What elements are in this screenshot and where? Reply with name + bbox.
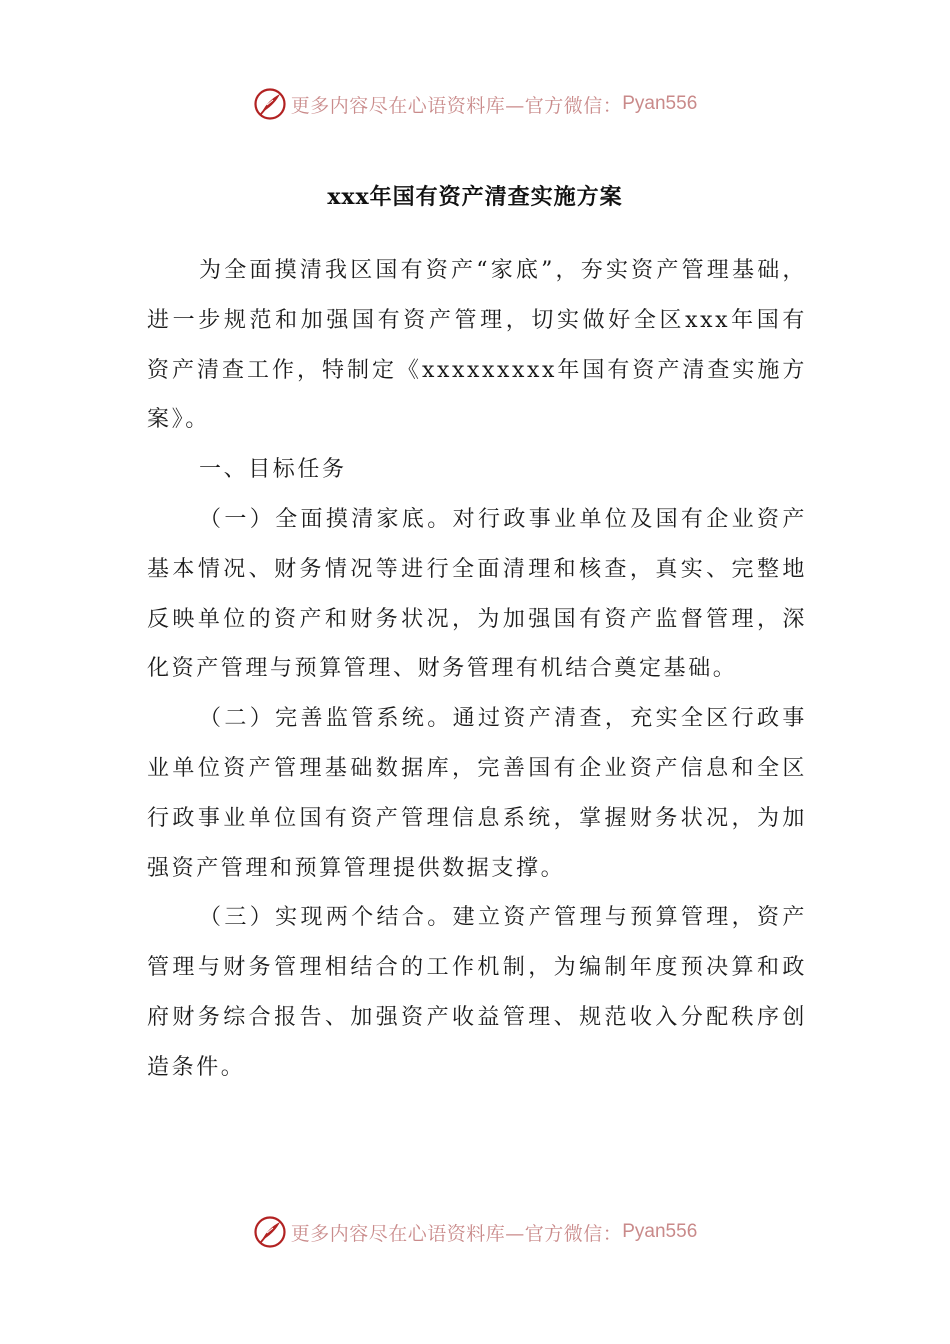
quill-pen-logo-icon xyxy=(253,1215,287,1249)
quill-pen-logo-icon xyxy=(253,87,287,121)
banner-text: 更多内容尽在心语资料库—官方微信： xyxy=(290,1222,623,1245)
intro-paragraph: 为全面摸清我区国有资产“家底”，夯实资产管理基础，进一步规范和加强国有资产管理，切实做好全区xxx年国有资产清查工作，特制定《xxxxxxxxx年国有资产清查实施方案》。 xyxy=(147,258,807,433)
goal-paragraph-3: （三）实现两个结合。建立资产管理与预算管理，资产管理与财务管理相结合的工作机制，为编制年度预决算和政府财务综合报告、加强资产收益管理、规范收入分配秩序创造条件。 xyxy=(147,905,807,1080)
banner-text: 更多内容尽在心语资料库—官方微信： xyxy=(290,94,623,117)
goal-paragraph-2: （二）完善监管系统。通过资产清查，充实全区行政事业单位资产管理基础数据库，完善国有企业资产信息和全区行政事业单位国有资产管理信息系统，掌握财务状况，为加强资产管理和预算管理提供数据支撑。 xyxy=(147,706,807,881)
document-body xyxy=(147,246,807,1093)
goal-paragraph-1: （一）全面摸清家底。对行政事业单位及国有企业资产基本情况、财务情况等进行全面清理和核查，真实、完整地反映单位的资产和财务状况，为加强国有资产监督管理，深化资产管理与预算管理、财务管理有机结合奠定基础。 xyxy=(147,506,807,682)
banner-wechat-id: Pyan556 xyxy=(622,1221,698,1242)
header-watermark-banner xyxy=(0,82,950,126)
banner-wechat-id: Pyan556 xyxy=(622,93,698,114)
section-heading-goals: 一、目标任务 xyxy=(199,457,347,483)
document-title: xxx年国有资产清查实施方案 xyxy=(327,184,623,210)
footer-watermark-banner xyxy=(0,1210,950,1254)
